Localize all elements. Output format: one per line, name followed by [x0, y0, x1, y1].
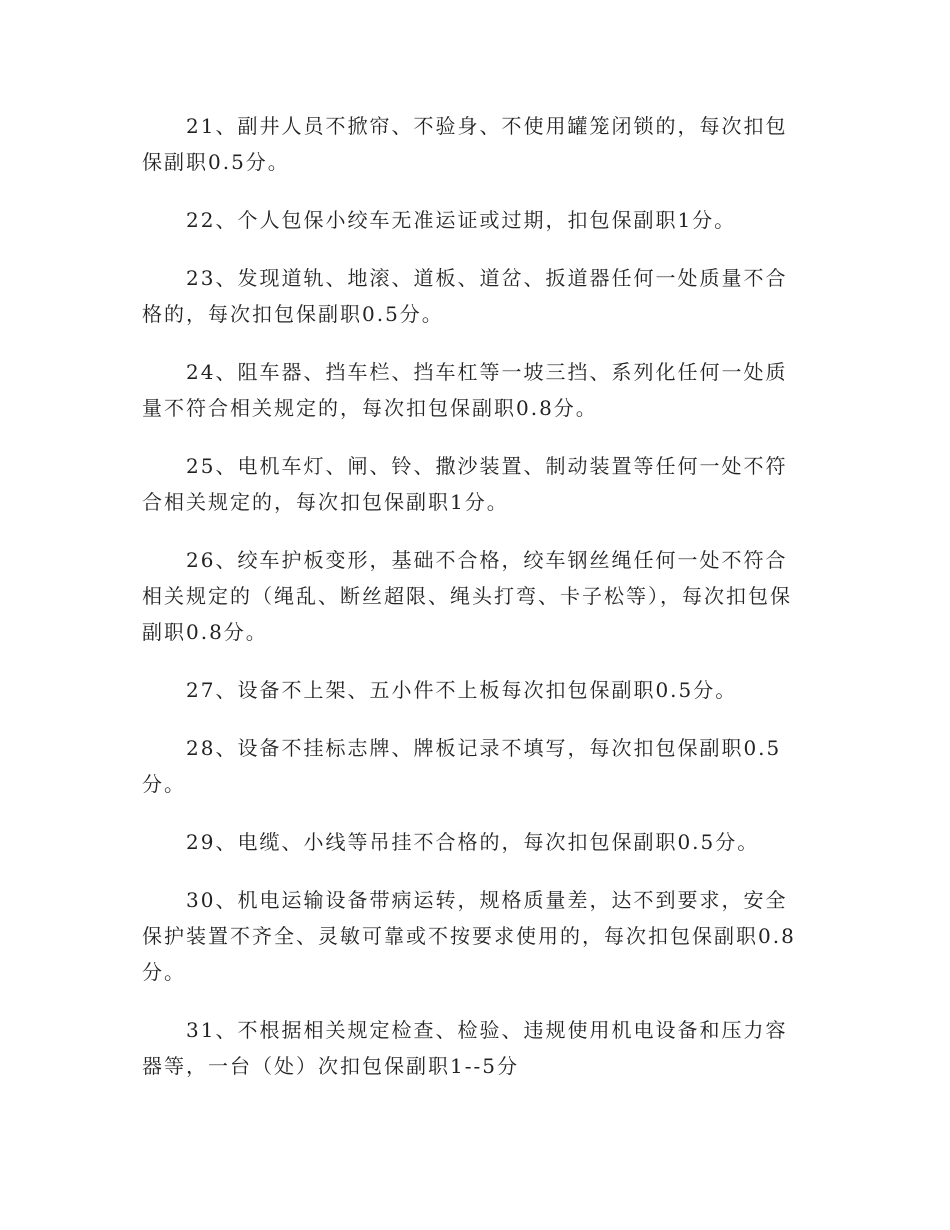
paragraph-28: 28、设备不挂标志牌、牌板记录不填写，每次扣包保副职0.5分。 [142, 736, 782, 796]
paragraph-24: 24、阻车器、挡车栏、挡车杠等一坡三挡、系列化任何一处质量不符合相关规定的，每次扣包保副职0.8分。 [142, 360, 788, 420]
paragraph-25: 25、电机车灯、闸、铃、撒沙装置、制动装置等任何一处不符合相关规定的，每次扣包保副职1分。 [142, 454, 788, 514]
paragraph-21: 21、副井人员不掀帘、不验身、不使用罐笼闭锁的，每次扣包保副职0.5分。 [142, 114, 788, 174]
paragraph-31: 31、不根据相关规定检查、检验、违规使用机电设备和压力容器等，一台（处）次扣包保副职1--5分 [142, 1018, 788, 1078]
paragraph-26: 26、绞车护板变形，基础不合格，绞车钢丝绳任何一处不符合相关规定的（绳乱、断丝超限、绳头打弯、卡子松等），每次扣包保副职0.8分。 [142, 548, 792, 644]
paragraph-30: 30、机电运输设备带病运转，规格质量差，达不到要求，安全保护装置不齐全、灵敏可靠或不按要求使用的，每次扣包保副职0.8分。 [142, 888, 796, 984]
document-body [142, 108, 797, 1106]
paragraph-29: 29、电缆、小线等吊挂不合格的，每次扣包保副职0.5分。 [186, 830, 760, 854]
paragraph-22: 22、个人包保小绞车无准运证或过期，扣包保副职1分。 [186, 208, 737, 232]
paragraph-27: 27、设备不上架、五小件不上板每次扣包保副职0.5分。 [186, 678, 738, 702]
paragraph-23: 23、发现道轨、地滚、道板、道岔、扳道器任何一处质量不合格的，每次扣包保副职0.5分。 [142, 266, 788, 326]
